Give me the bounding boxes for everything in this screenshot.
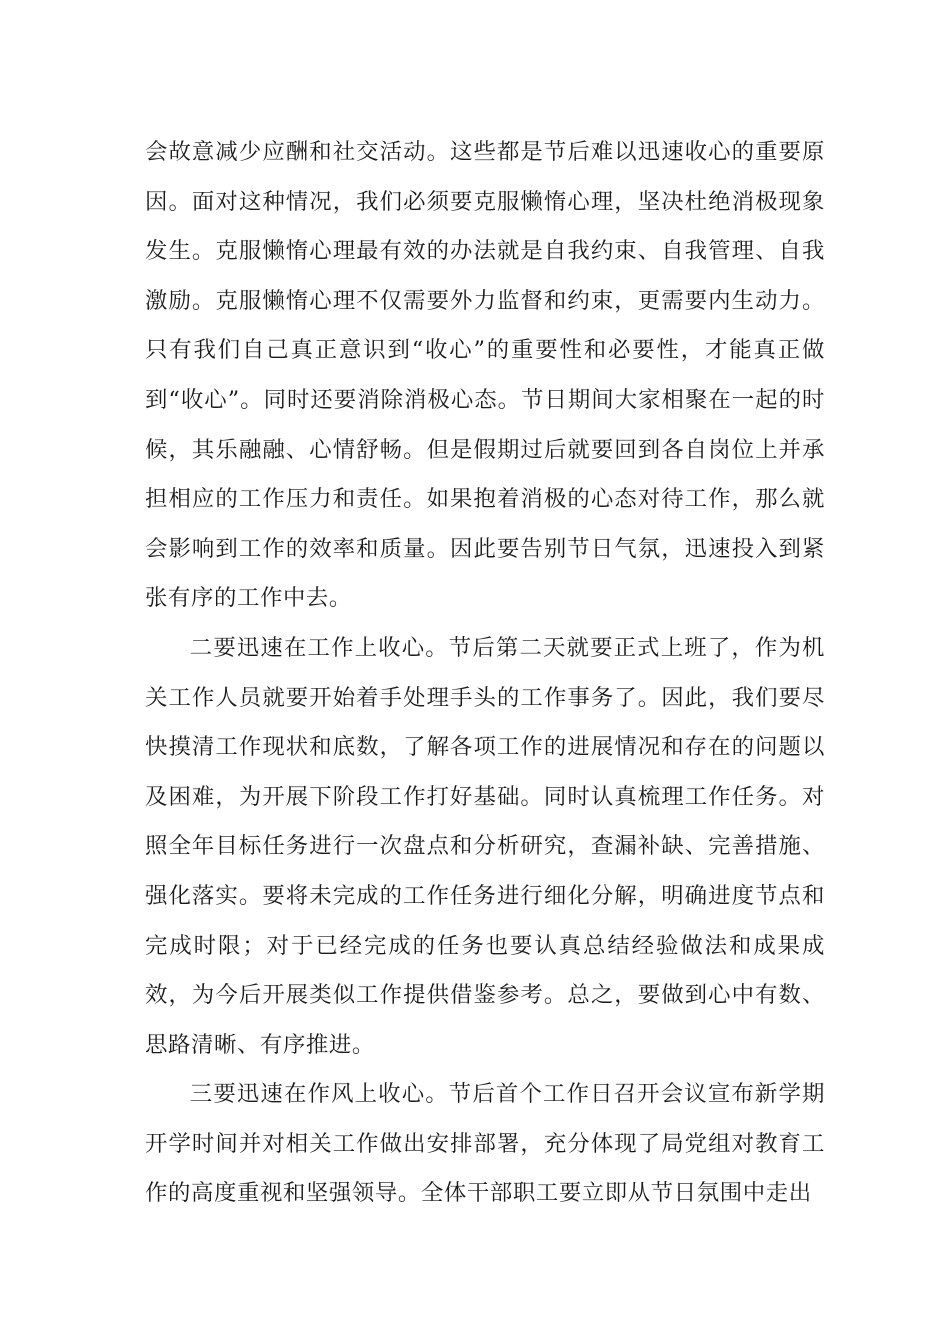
document-body (145, 128, 825, 1219)
paragraph-style: 三要迅速在作风上收心。节后首个工作日召开会议宣布新学期开学时间并对相关工作做出安排部署，充分体现了局党组对教育工作的高度重视和坚强领导。全体干部职工要立即从节日氛围中走出 (145, 1081, 825, 1207)
paragraph-continued: 会故意减少应酬和社交活动。这些都是节后难以迅速收心的重要原因。面对这种情况，我们必须要克服懒惰心理，坚决杜绝消极现象发生。克服懒惰心理最有效的办法就是自我约束、自我管理、自我激励。克服懒惰心理不仅需要外力监督和约束，更需要内生动力。只有我们自己真正意识到“收心”的重要性和必要性，才能真正做到“收心”。同时还要消除消极心态。节日期间大家相聚在一起的时候，其乐融融、心情舒畅。但是假期过后就要回到各自岗位上并承担相应的工作压力和责任。如果抱着消极的心态对待工作，那么就会影响到工作的效率和质量。因此要告别节日气氛，迅速投入到紧张有序的工作中去。 (145, 139, 825, 612)
paragraph-work: 二要迅速在工作上收心。节后第二天就要正式上班了，作为机关工作人员就要开始着手处理手头的工作事务了。因此，我们要尽快摸清工作现状和底数，了解各项工作的进展情况和存在的问题以及困难，为开展下阶段工作打好基础。同时认真梳理工作任务。对照全年目标任务进行一次盘点和分析研究，查漏补缺、完善措施、强化落实。要将未完成的工作任务进行细化分解，明确进度节点和完成时限；对于已经完成的任务也要认真总结经验做法和成果成效，为今后开展类似工作提供借鉴参考。总之，要做到心中有数、思路清晰、有序推进。 (145, 634, 825, 1058)
